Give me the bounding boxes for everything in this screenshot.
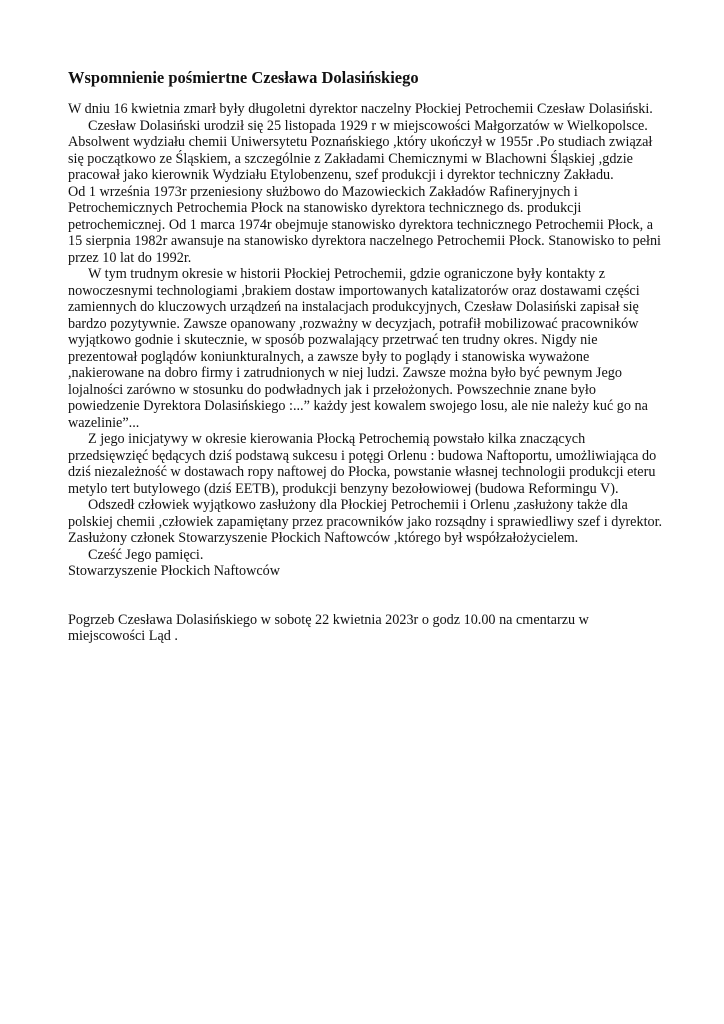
spacer xyxy=(68,580,668,596)
paragraph-tribute: Odszedł człowiek wyjątkowo zasłużony dla Płockiej Petrochemii i Orlenu ,zasłużony także dla polskiej chemii ,człowiek zapamiętany przez pracowników jako rozsądny i sprawiedliwy szef i dyrektor. Zasłużony członek Stowarzyszenie Płockich Naftowców ,którego był współzałożycielem. xyxy=(68,497,663,546)
paragraph-leadership: W tym trudnym okresie w historii Płockiej Petrochemii, gdzie ograniczone były kontakty z nowoczesnymi technologiami ,brakiem dostaw importowanych katalizatorów oraz dostawami części zamiennych do kluczowych urządzeń na instalacjach produkcyjnych, Czesław Dolasiński zapisał się bardzo pozytywnie. Zawsze opanowany ,rozważny w decyzjach, potrafił mobilizować pracowników wyjątkowo godnie i skutecznie, w sposób pozwalający przetrwać ten trudny okres. Nigdy nie prezentował poglądów koniunkturalnych, a zawsze były to poglądy i stanowiska wyważone ,nakierowane na dobro firmy i zatrudnionych w niej ludzi. Zawsze można było być pewnym Jego lojalności zarówno w stosunku do podwładnych jak i przełożonych. Powszechnie znane było powiedzenie Dyrektora Dolasińskiego :...” każdy jest kowalem swojego losu, ale nie należy kuć go na wazelinie”... xyxy=(68,266,648,431)
paragraph-death-notice: W dniu 16 kwietnia zmarł były długoletni dyrektor naczelny Płockiej Petrochemii Czesław Dolasiński. xyxy=(68,101,653,117)
paragraph-career-plock: Od 1 września 1973r przeniesiony służbowo do Mazowieckich Zakładów Rafineryjnych i Petrochemicznych Petrochemia Płock na stanowisko dyrektora technicznego ds. produkcji petrochemicznej. Od 1 marca 1974r obejmuje stanowisko dyrektora technicznego Petrochemii Płock, a 15 sierpnia 1982r awansuje na stanowisko dyrektora naczelnego Petrochemii Płock. Stanowisko to pełni przez 10 lat do 1992r. xyxy=(68,183,661,266)
paragraph-initiatives: Z jego inicjatywy w okresie kierowania Płocką Petrochemią powstało kilka znaczących przedsięwzięć będących dziś podstawą sukcesu i potęgi Orlenu : budowa Naftoportu, umożliwiająca do dziś niezależność w dostawach ropy naftowej do Płocka, powstanie własnej technologii produkcji eteru metylo tert butylowego (dziś EETB), produkcji benzyny bezołowiowej (budowa Reformingu V). xyxy=(68,431,657,497)
spacer xyxy=(68,596,668,612)
document-title: Wspomnienie pośmiertne Czesława Dolasińskiego xyxy=(68,68,419,87)
signature-association: Stowarzyszenie Płockich Naftowców xyxy=(68,563,280,579)
paragraph-biography: Czesław Dolasiński urodził się 25 listopada 1929 r w miejscowości Małgorzatów w Wielkopolsce. Absolwent wydziału chemii Uniwersytetu Poznańskiego ,który ukończył w 1955r .Po studiach związał się początkowo ze Śląskiem, a szczególnie z Zakładami Chemicznymi w Blachowni Śląskiej ,gdzie pracował jako kierownik Wydziału Etylobenzenu, szef produkcji i dyrektor techniczny Zakładu. xyxy=(68,117,653,183)
paragraph-honor: Cześć Jego pamięci. xyxy=(88,546,204,563)
paragraph-funeral-notice: Pogrzeb Czesława Dolasińskiego w sobotę 22 kwietnia 2023r o godz 10.00 na cmentarzu w miejscowości Ląd . xyxy=(68,611,589,644)
document-body xyxy=(68,68,668,645)
